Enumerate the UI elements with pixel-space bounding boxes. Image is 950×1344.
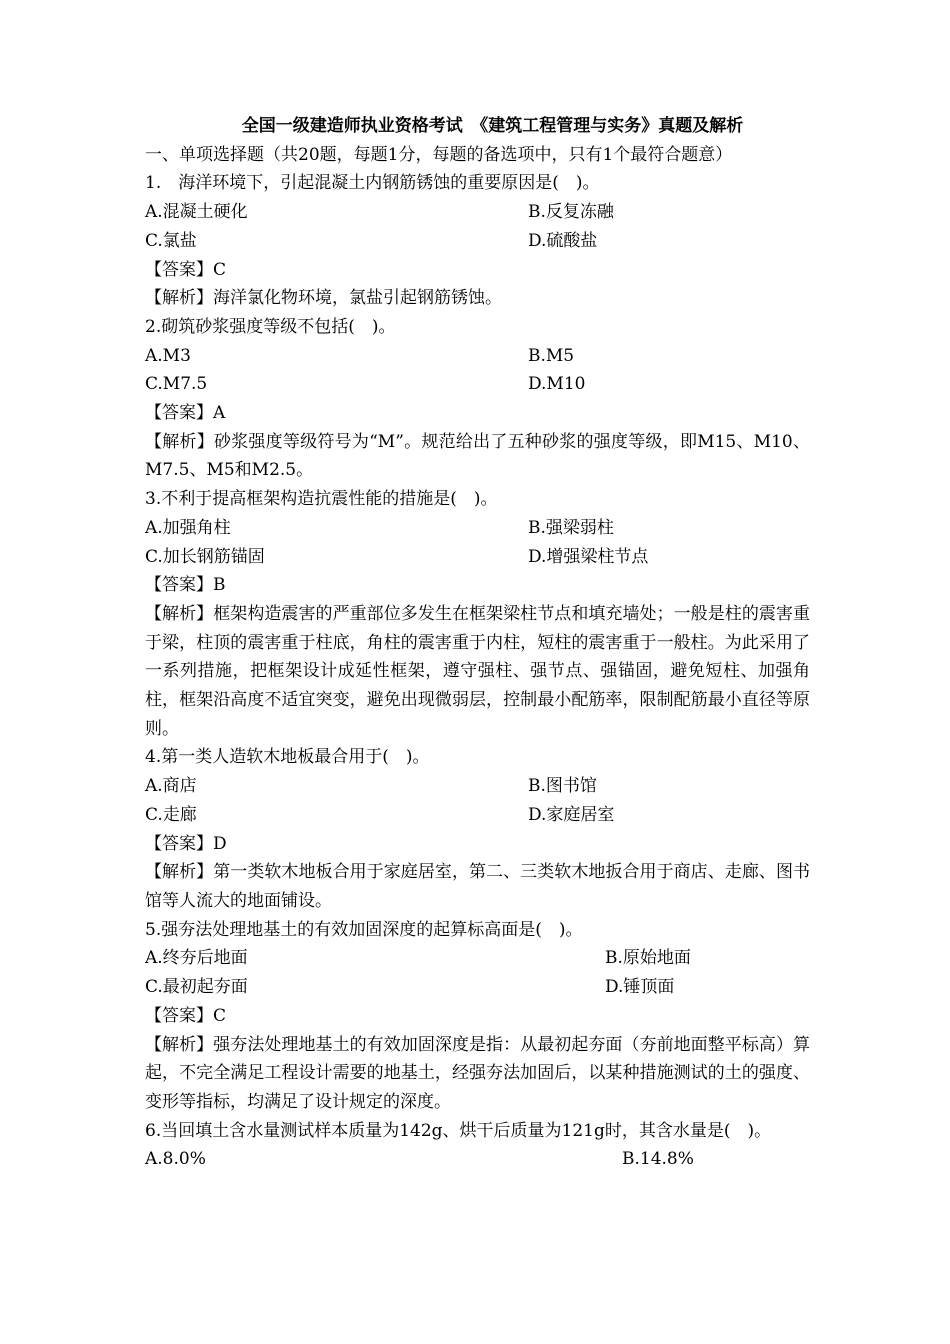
answer-line: 【答案】A bbox=[145, 403, 226, 424]
option-row bbox=[145, 772, 810, 801]
option-d: D.家庭居室 bbox=[528, 804, 615, 825]
option-b: B.强梁弱柱 bbox=[528, 517, 614, 538]
option-row bbox=[145, 944, 810, 973]
question-stem: 6.当回填土含水量测试样本质量为142g、烘干后质量为121g时，其含水量是( )。 bbox=[145, 1120, 772, 1141]
option-b: B.14.8% bbox=[622, 1149, 694, 1170]
option-row bbox=[145, 1145, 810, 1174]
question-stem: 4.第一类人造软木地板最合用于( )。 bbox=[145, 747, 430, 768]
option-d: D.硫酸盐 bbox=[528, 230, 598, 251]
option-b: B.反复冻融 bbox=[528, 202, 614, 223]
option-c: C.最初起夯面 bbox=[145, 977, 248, 998]
document-page bbox=[145, 112, 810, 1174]
option-d: D.锤顶面 bbox=[605, 977, 675, 998]
option-row bbox=[145, 514, 810, 543]
answer-line: 【答案】C bbox=[145, 1005, 227, 1026]
option-row bbox=[145, 198, 810, 227]
answer-line: 【答案】D bbox=[145, 833, 227, 854]
document-title: 全国一级建造师执业资格考试 《建筑工程管理与实务》真题及解析 bbox=[241, 116, 744, 136]
analysis-text: 【解析】框架构造震害的严重部位多发生在框架梁柱节点和填充墙处；一般是柱的震害重于梁，柱顶的震害重于柱底，角柱的震害重于内柱，短柱的震害重于一般柱。为此采用了一系列措施，把框架设计成延性框架，遵守强柱、强节点、强锚固，避免短柱、加强角柱，框架沿高度不适宜突变，避免出现微弱层，控制最小配筋率，限制配筋最小直径等原则。 bbox=[145, 603, 810, 739]
option-a: A.混凝土硬化 bbox=[145, 202, 248, 223]
option-row bbox=[145, 543, 810, 572]
option-d: D.增强梁柱节点 bbox=[528, 546, 649, 567]
option-b: B.原始地面 bbox=[605, 948, 691, 969]
option-row bbox=[145, 973, 810, 1002]
question-stem: 3.不利于提高框架构造抗震性能的措施是( )。 bbox=[145, 489, 498, 510]
option-a: A.终夯后地面 bbox=[145, 948, 248, 969]
option-b: B.M5 bbox=[528, 345, 575, 366]
question-stem: 2.砌筑砂浆强度等级不包括( )。 bbox=[145, 316, 396, 337]
question-stem: 5.强夯法处理地基土的有效加固深度的起算标高面是( )。 bbox=[145, 919, 583, 940]
analysis-text: 【解析】强夯法处理地基土的有效加固深度是指：从最初起夯面（夯前地面整平标高）算起，不完全满足工程设计需要的地基土，经强夯法加固后，以某种措施测试的土的强度、变形等指标，均满足了设计规定的深度。 bbox=[145, 1034, 810, 1112]
option-row bbox=[145, 370, 810, 399]
answer-line: 【答案】B bbox=[145, 575, 226, 596]
option-row bbox=[145, 342, 810, 371]
analysis-text: 【解析】海洋氯化物环境，氯盐引起钢筋锈蚀。 bbox=[145, 288, 502, 309]
option-a: A.M3 bbox=[145, 345, 191, 366]
option-a: A.8.0% bbox=[145, 1149, 206, 1170]
option-c: C.氯盐 bbox=[145, 230, 197, 251]
analysis-text: 【解析】砂浆强度等级符号为“M”。规范给出了五种砂浆的强度等级，即M15、M10、M7.5、M5和M2.5。 bbox=[145, 431, 810, 481]
question-stem: 1. 海洋环境下，引起混凝土内钢筋锈蚀的重要原因是( )。 bbox=[145, 173, 600, 194]
option-a: A.加强角柱 bbox=[145, 517, 231, 538]
option-c: C.加长钢筋锚固 bbox=[145, 546, 265, 567]
answer-line: 【答案】C bbox=[145, 259, 227, 280]
option-b: B.图书馆 bbox=[528, 776, 597, 797]
option-d: D.M10 bbox=[528, 374, 586, 395]
option-row bbox=[145, 227, 810, 256]
section-heading: 一、单项选择题（共20题，每题1分，每题的备选项中，只有1个最符合题意） bbox=[145, 144, 733, 165]
option-row bbox=[145, 801, 810, 830]
option-a: A.商店 bbox=[145, 776, 197, 797]
analysis-text: 【解析】第一类软木地板合用于家庭居室，第二、三类软木地扳合用于商店、走廊、图书馆等人流大的地面铺设。 bbox=[145, 862, 810, 911]
option-c: C.M7.5 bbox=[145, 374, 208, 395]
option-c: C.走廊 bbox=[145, 804, 197, 825]
